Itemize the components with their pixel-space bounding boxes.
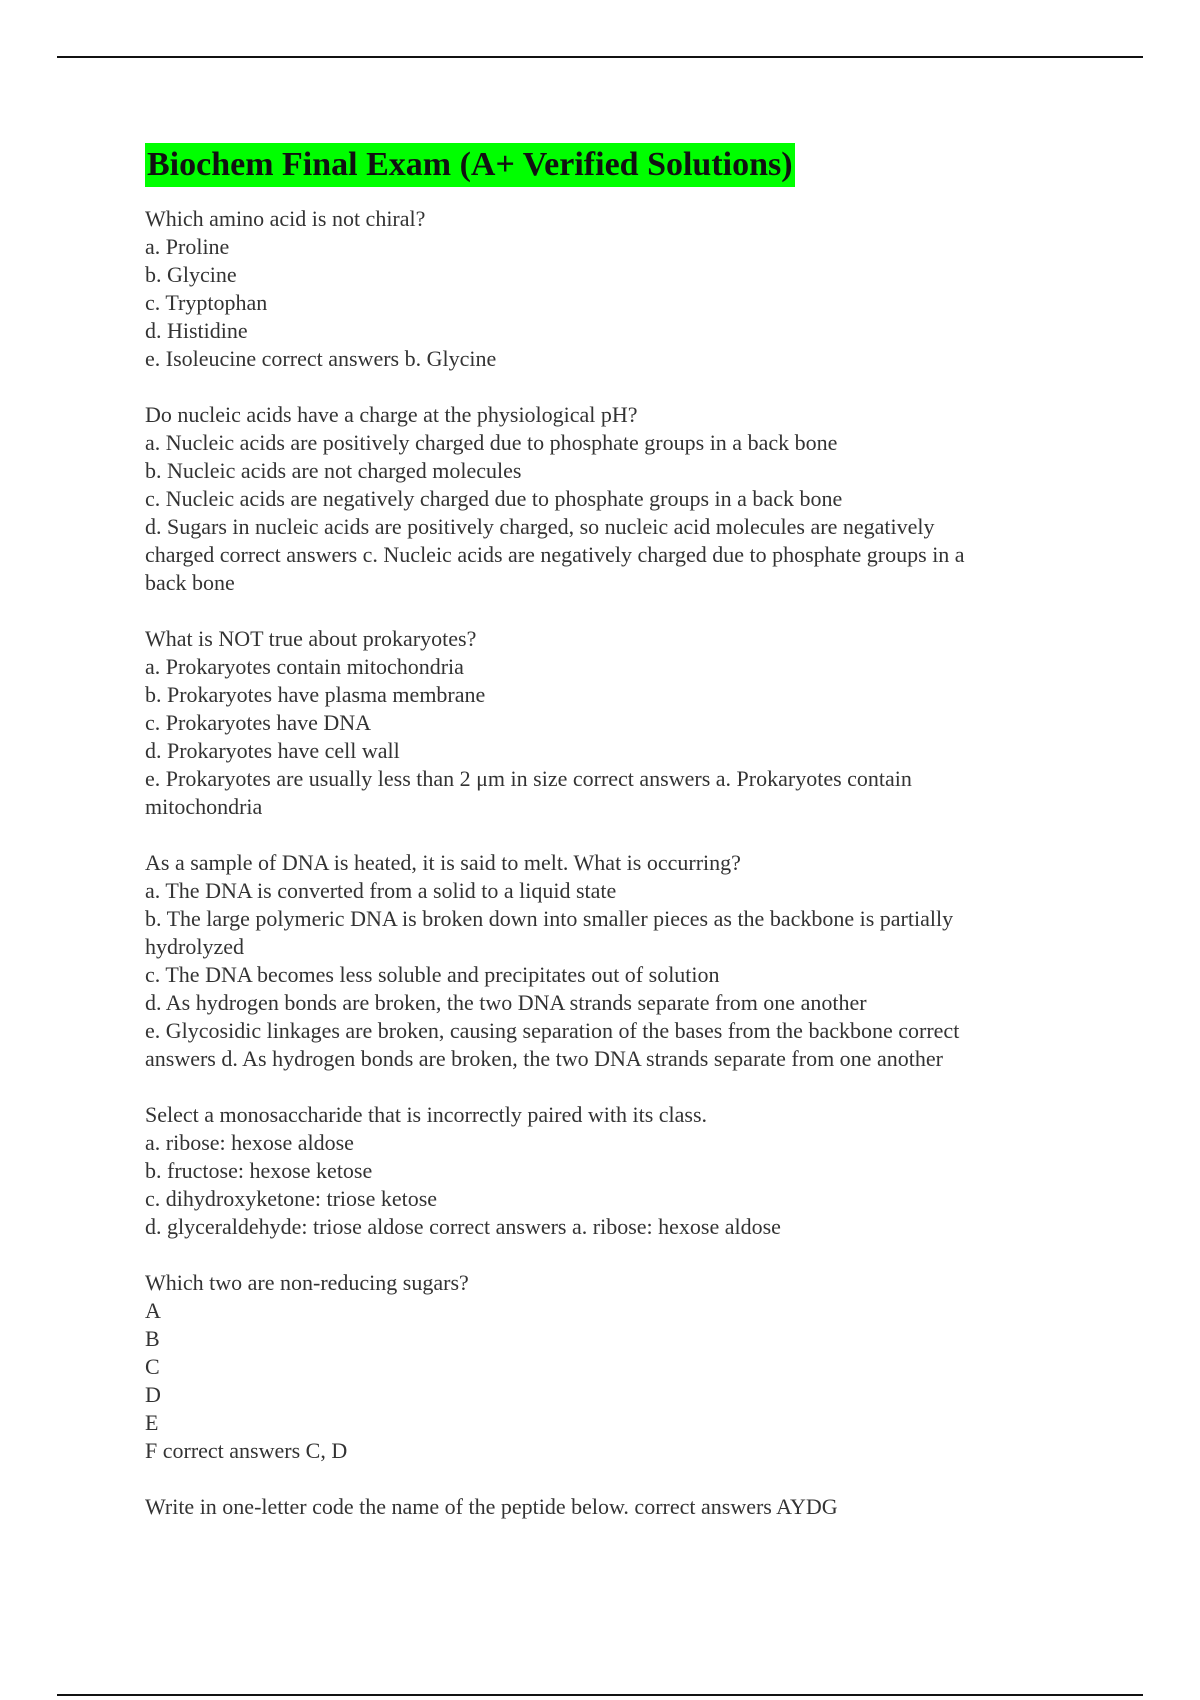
question-block: [145, 401, 1065, 597]
bottom-rule: [57, 1694, 1143, 1696]
question-block: [145, 1493, 1065, 1521]
question-block: [145, 625, 1065, 821]
answer-line: d. Sugars in nucleic acids are positively charged, so nucleic acid molecules are negatively: [145, 514, 935, 539]
answer-line: answers d. As hydrogen bonds are broken, the two DNA strands separate from one another: [145, 1046, 943, 1071]
answer-line: e. Isoleucine correct answers b. Glycine: [145, 346, 497, 371]
question-block: [145, 1269, 1065, 1465]
answer-line: back bone: [145, 570, 235, 595]
answer-line: e. Glycosidic linkages are broken, causing separation of the bases from the backbone correct: [145, 1018, 960, 1043]
question-text: Select a monosaccharide that is incorrectly paired with its class.: [145, 1102, 708, 1127]
answer-line: c. dihydroxyketone: triose ketose: [145, 1186, 438, 1211]
answer-line: b. Glycine: [145, 262, 237, 287]
answer-line: a. Proline: [145, 234, 230, 259]
answer-line: d. Histidine: [145, 318, 248, 343]
answer-line: a. ribose: hexose aldose: [145, 1130, 354, 1155]
question-text: Which amino acid is not chiral?: [145, 206, 426, 231]
question-text: What is NOT true about prokaryotes?: [145, 626, 477, 651]
answer-line: e. Prokaryotes are usually less than 2 μm in size correct answers a. Prokaryotes contain: [145, 766, 912, 791]
top-rule: [57, 56, 1143, 58]
answer-line: c. The DNA becomes less soluble and precipitates out of solution: [145, 962, 720, 987]
answer-line: C: [145, 1354, 160, 1379]
document-body: [145, 143, 1065, 1549]
answer-line: F correct answers C, D: [145, 1438, 348, 1463]
answer-line: E: [145, 1410, 159, 1435]
answer-line: c. Prokaryotes have DNA: [145, 710, 372, 735]
answer-line: a. Prokaryotes contain mitochondria: [145, 654, 464, 679]
question-text: As a sample of DNA is heated, it is said to melt. What is occurring?: [145, 850, 741, 875]
question-list: [145, 205, 1065, 1521]
answer-line: c. Nucleic acids are negatively charged due to phosphate groups in a back bone: [145, 486, 843, 511]
answer-line: b. Nucleic acids are not charged molecules: [145, 458, 522, 483]
answer-line: A: [145, 1298, 161, 1323]
question-block: [145, 849, 1065, 1073]
answer-line: d. As hydrogen bonds are broken, the two DNA strands separate from one another: [145, 990, 867, 1015]
answer-line: charged correct answers c. Nucleic acids are negatively charged due to phosphate groups in a: [145, 542, 965, 567]
question-text: Write in one-letter code the name of the peptide below. correct answers AYDG: [145, 1494, 838, 1519]
answer-line: mitochondria: [145, 794, 263, 819]
question-text: Which two are non-reducing sugars?: [145, 1270, 469, 1295]
question-block: [145, 1101, 1065, 1241]
answer-line: b. Prokaryotes have plasma membrane: [145, 682, 486, 707]
answer-line: d. Prokaryotes have cell wall: [145, 738, 400, 763]
question-text: Do nucleic acids have a charge at the physiological pH?: [145, 402, 638, 427]
answer-line: B: [145, 1326, 160, 1351]
answer-line: b. The large polymeric DNA is broken down into smaller pieces as the backbone is partially: [145, 906, 954, 931]
answer-line: D: [145, 1382, 161, 1407]
answer-line: a. Nucleic acids are positively charged due to phosphate groups in a back bone: [145, 430, 838, 455]
answer-line: hydrolyzed: [145, 934, 244, 959]
document-title: Biochem Final Exam (A+ Verified Solutions): [145, 143, 795, 187]
answer-line: c. Tryptophan: [145, 290, 268, 315]
answer-line: d. glyceraldehyde: triose aldose correct answers a. ribose: hexose aldose: [145, 1214, 781, 1239]
question-block: [145, 205, 1065, 373]
answer-line: a. The DNA is converted from a solid to a liquid state: [145, 878, 617, 903]
answer-line: b. fructose: hexose ketose: [145, 1158, 373, 1183]
